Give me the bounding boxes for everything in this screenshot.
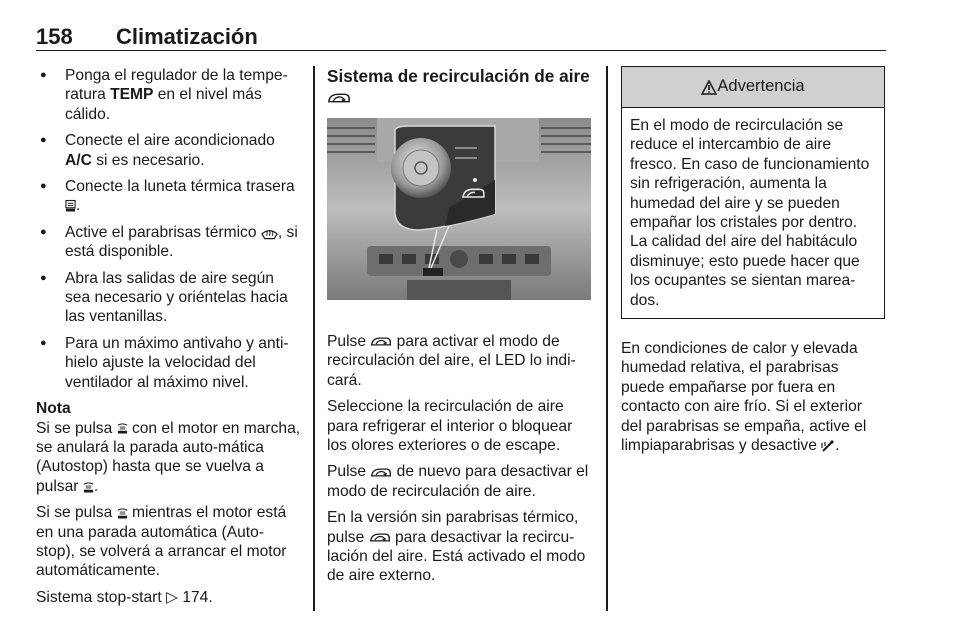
list-item: ● Conecte el aire acondicionado A/C si es necesario.	[36, 131, 302, 170]
warning-triangle-icon	[701, 80, 717, 95]
list-item: ● Ponga el regulador de la tempe-ratura TEMP en el nivel más cálido.	[36, 66, 302, 124]
paragraph: Seleccione la recirculación de aire para refrigerar el interior o bloquear los olores exteriores o de escape.	[327, 398, 573, 455]
list-item: ● Para un máximo antivaho y anti-hielo ajuste la velocidad del ventilador al máximo nivel.	[36, 334, 302, 392]
column-1	[36, 66, 302, 614]
warning-text: En el modo de recirculación se reduce el intercambio de aire fresco. En caso de funcionamiento sin refrigeración, aumenta la humedad del aire y se pueden empañar los cristales por dentro. La calidad del aire del habitáculo disminuye; esto puede hacer que los ocupantes se sientan marea-dos.	[630, 117, 870, 309]
column-2	[327, 66, 593, 593]
recirculation-icon	[327, 91, 351, 105]
list-item: ● Conecte la luneta térmica trasera .	[36, 177, 302, 216]
paragraph: Pulse para activar el modo de recirculación del aire, el LED lo indi-cará.	[327, 333, 576, 389]
heated-windscreen-icon	[261, 226, 278, 240]
warning-box	[621, 66, 885, 319]
column-divider-2	[606, 66, 608, 611]
windscreen-defrost-icon	[83, 480, 94, 494]
windscreen-defrost-icon	[117, 506, 128, 520]
warning-title: Advertencia	[717, 77, 805, 96]
paragraph: En la versión sin parabrisas térmico, pulse para desactivar la recircu-lación del aire. Está activado el modo de aire externo.	[327, 509, 586, 585]
section-heading: Sistema de recirculación de aire	[327, 66, 593, 108]
windscreen-defrost-icon	[117, 421, 128, 435]
defog-steps-list	[36, 66, 302, 392]
page-number: 158	[36, 24, 73, 49]
note-paragraph-2: Si se pulsa mientras el motor está en una parada automática (Auto-stop), se volverá a arrancar el motor automáticamente.	[36, 504, 287, 580]
list-item: ● Abra las salidas de aire según sea necesario y oriéntelas hacia las ventanillas.	[36, 269, 302, 327]
paragraph: En condiciones de calor y elevada humedad relativa, el parabrisas puede empañarse por fuera en contacto con aire frío. Si el exterior del parabrisas se empaña, active el limpiaparabrisas y desactive .	[621, 340, 867, 455]
column-divider-1	[313, 66, 315, 611]
page-reference-arrow-icon: ▷	[166, 588, 178, 606]
chapter-title: Climatización	[116, 24, 258, 49]
rear-defrost-icon	[65, 199, 76, 213]
recirculation-icon	[370, 466, 392, 479]
list-item: ● Active el parabrisas térmico , si está disponible.	[36, 223, 302, 262]
recirculation-icon	[369, 531, 391, 544]
column-3	[621, 66, 885, 463]
note-title: Nota	[36, 400, 71, 418]
page-header	[36, 18, 886, 51]
recirculation-icon	[370, 335, 392, 348]
cross-reference[interactable]: Sistema stop-start ▷ 174.	[36, 588, 213, 606]
warning-header	[622, 67, 884, 108]
wiper-icon	[821, 439, 835, 453]
console-photo	[327, 118, 591, 300]
paragraph: Pulse de nuevo para desactivar el modo de recirculación de aire.	[327, 463, 589, 500]
note-paragraph-1: Si se pulsa con el motor en marcha, se anulará la parada auto-mática (Autostop) hasta que se vuelva a pulsar .	[36, 419, 301, 495]
